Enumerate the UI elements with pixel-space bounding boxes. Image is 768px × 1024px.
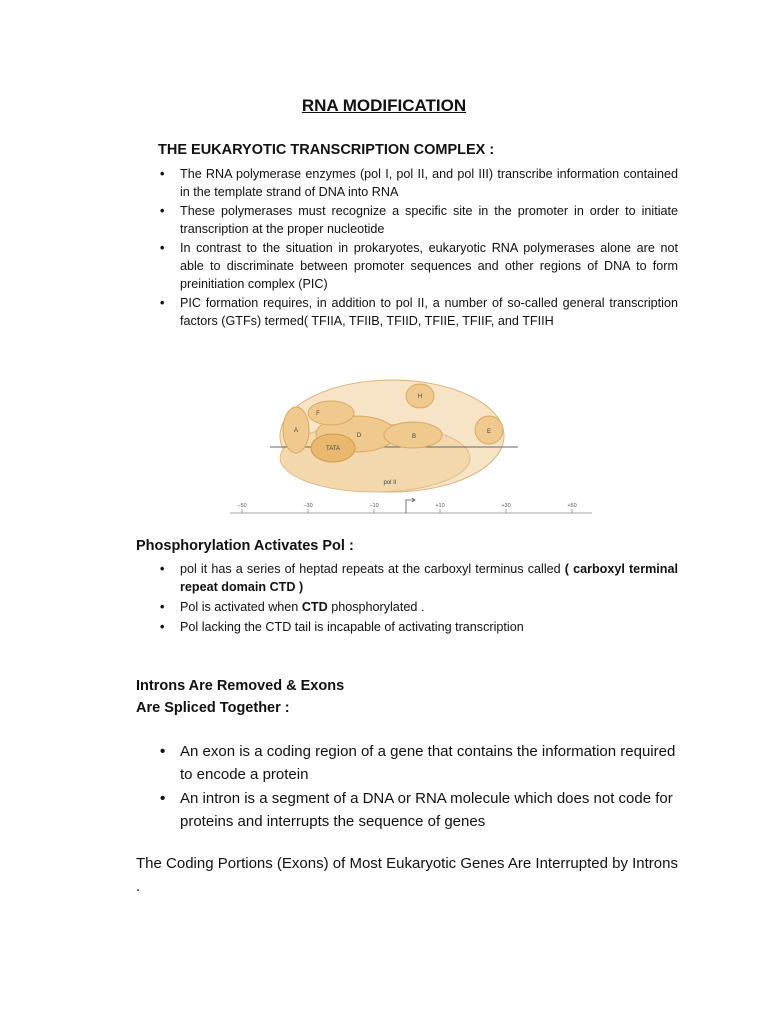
heading-line: Introns Are Removed & Exons (136, 678, 345, 694)
preinitiation-complex-diagram (230, 378, 602, 520)
label-a: A (293, 428, 299, 434)
bullet-text: Pol is activated when (180, 600, 302, 614)
list-item: • An intron is a segment of a DNA or RNA molecule which does not code for proteins and interrupts the sequence of genes (158, 787, 678, 833)
label-tata: TATA (326, 446, 340, 452)
list-item: • An exon is a coding region of a gene that contains the information required to encode a protein (158, 740, 678, 786)
list-item: • The RNA polymerase enzymes (pol I, pol II, and pol III) transcribe information contained in the template strand of DNA into RNA (158, 166, 678, 201)
introns-bullet-list (158, 740, 678, 834)
label-f: F (316, 411, 320, 417)
label-b: B (411, 434, 417, 440)
bullet-bold-text: ( carboxyl terminal repeat domain CTD ) (180, 562, 678, 594)
label-d: D (356, 433, 362, 439)
heading-line: Are Spliced Together : (136, 700, 290, 716)
list-item (158, 598, 678, 616)
tick-label: −30 (303, 503, 313, 509)
list-item: • PIC formation requires, in addition to pol II, a number of so-called general transcription factors (GTFs) termed( TFIIA, TFIIB, TFIID, TFIIE, TFIIF, and TFIIH (158, 295, 678, 330)
list-item: • These polymerases must recognize a specific site in the promoter in order to initiate transcription at the proper nucleotide (158, 203, 678, 238)
tfiif-ellipse (308, 401, 354, 425)
label-h: H (417, 394, 423, 400)
tick-label: −10 (369, 503, 379, 509)
tick-label: +30 (501, 503, 511, 509)
phosphorylation-bullet-list (158, 560, 678, 638)
transcription-start-arrow-icon (406, 500, 414, 513)
transcription-complex-bullet-list (158, 166, 678, 332)
label-pol-ii: pol II (383, 480, 397, 486)
list-item: • In contrast to the situation in prokaryotes, eukaryotic RNA polymerases alone are not able to discriminate between promoter sequences and other regions of DNA to form preinitiation complex (PIC) (158, 240, 678, 293)
page-title: RNA MODIFICATION (301, 96, 467, 115)
tick-label: +50 (567, 503, 577, 509)
bullet-bold-text: CTD (301, 600, 328, 614)
label-e: E (486, 429, 492, 435)
bullet-text: phosphorylated . (327, 600, 425, 614)
section-heading-phosphorylation: Phosphorylation Activates Pol : (136, 538, 354, 554)
tick-label: +10 (435, 503, 445, 509)
list-item (158, 560, 678, 596)
list-item: • Pol lacking the CTD tail is incapable of activating transcription (158, 618, 678, 636)
closing-paragraph: The Coding Portions (Exons) of Most Eukaryotic Genes Are Interrupted by Introns . (136, 855, 678, 895)
bullet-text: pol it has a series of heptad repeats at the carboxyl terminus called (180, 562, 565, 576)
section-heading-transcription-complex: THE EUKARYOTIC TRANSCRIPTION COMPLEX : (158, 142, 495, 158)
section-heading-introns (136, 675, 344, 719)
tick-label: −50 (237, 503, 247, 509)
